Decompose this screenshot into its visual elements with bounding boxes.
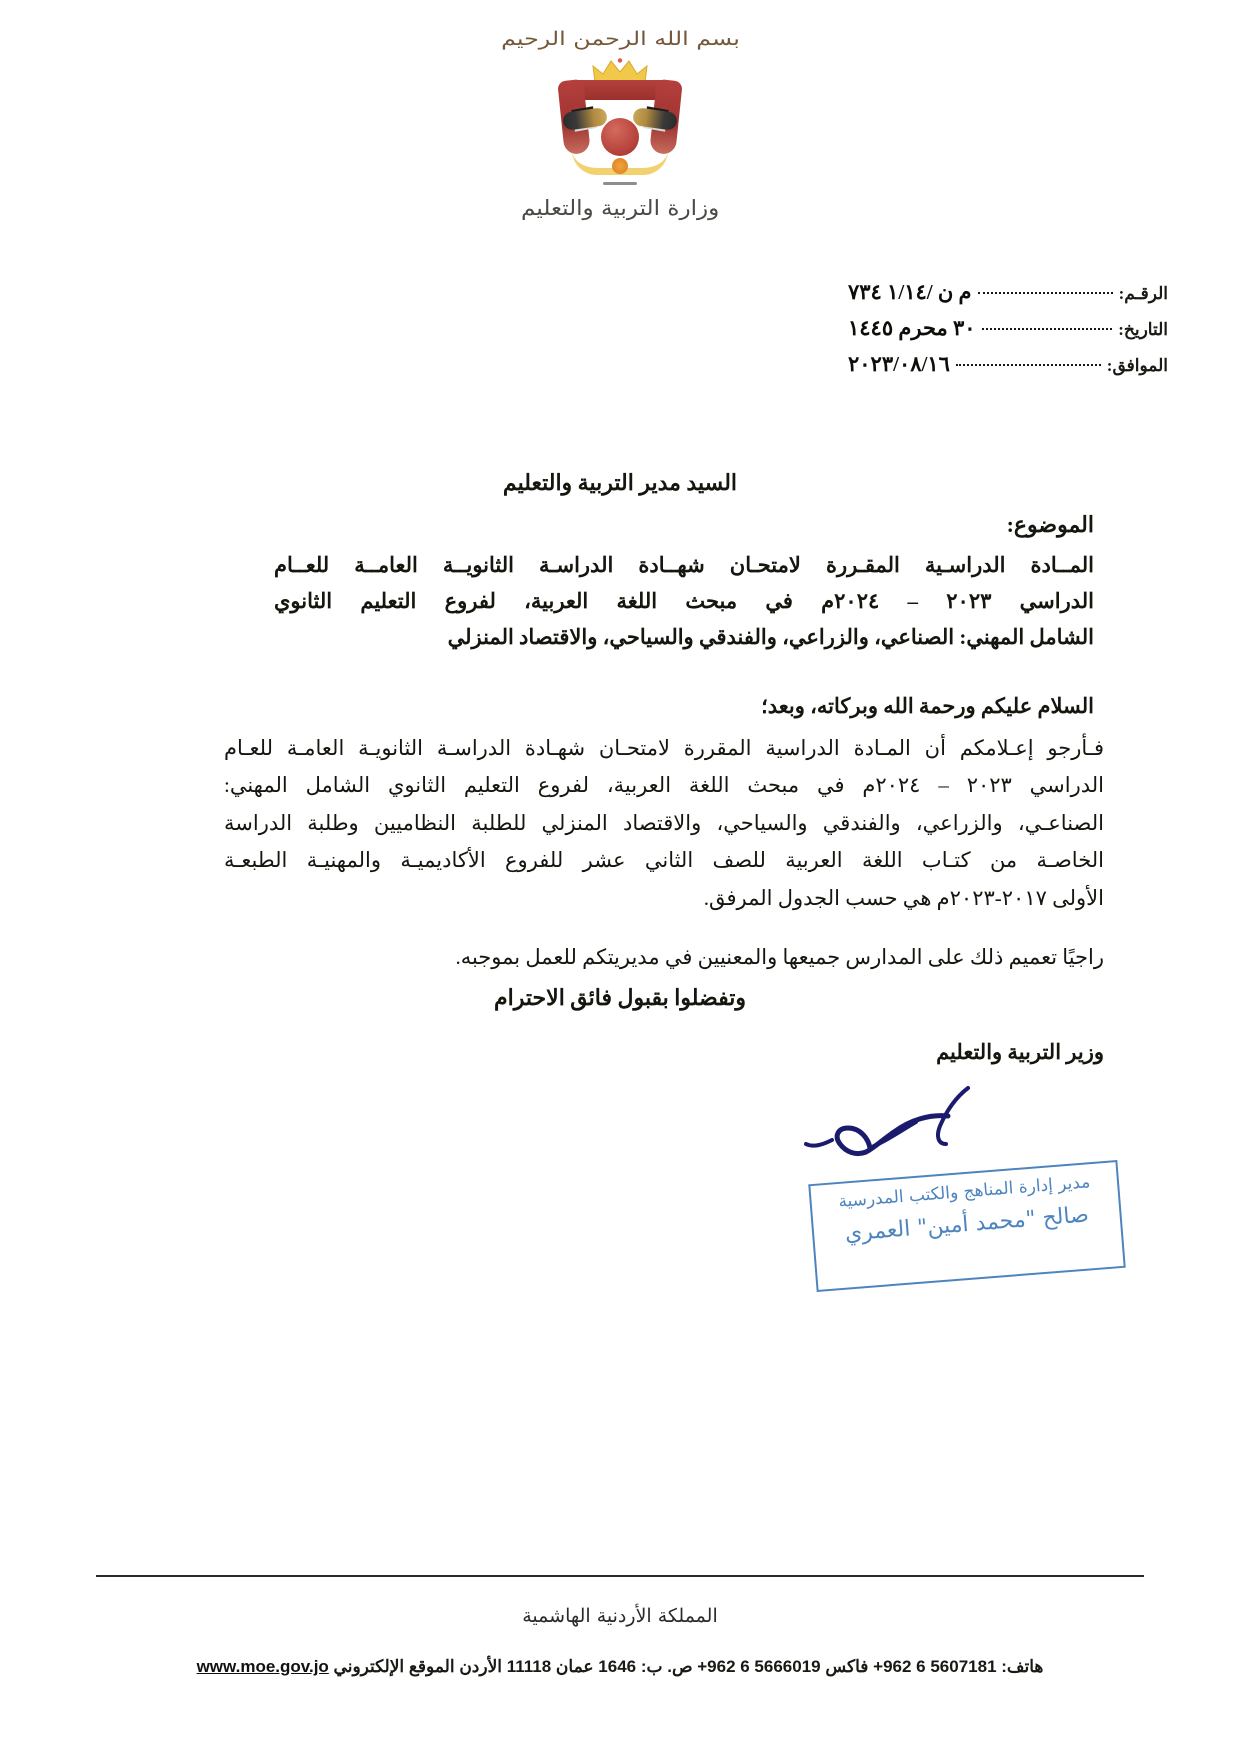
body-paragraph [224, 730, 1104, 917]
emblem-star-icon [612, 158, 628, 174]
gregorian-date-label: الموافق: [1106, 356, 1168, 375]
dotted-leader [978, 291, 1113, 294]
dotted-leader [956, 363, 1101, 366]
body-line: الصناعـي، والزراعي، والفندقي والسياحي، والاقتصاد المنزلي للطلبة النظاميين وطلبة الدراسة [224, 810, 1104, 835]
dotted-leader [982, 327, 1113, 330]
body-line: الأولى ٢٠١٧-٢٠٢٣م هي حسب الجدول المرفق. [703, 885, 1104, 910]
footer-phone-value: +962 6 5607181 [873, 1657, 997, 1676]
request-line: راجيًا تعميم ذلك على المدارس جميعها والمعنيين في مديريتكم للعمل بموجبه. [455, 945, 1104, 969]
stamp-line-2: صالح "محمد أمين" العمري [843, 1202, 1090, 1247]
footer-contact [0, 1657, 1240, 1677]
jordan-royal-emblem-icon [545, 58, 695, 188]
body-line: الخاصـة من كتـاب اللغة العربية للصف الثاني عشر للفروع الأكاديميـة والمهنيـة الطبعـة [224, 848, 1104, 873]
subject-line: الدراسي ٢٠٢٣ – ٢٠٢٤م في مبحث اللغة العربية، لفروع التعليم الثانوي [274, 589, 1094, 614]
hijri-date-row [848, 316, 1168, 341]
body-line: فـأرجو إعـلامكم أن المـادة الدراسية المقررة لامتحـان شهـادة الدراسـة الثانويـة العامـة للعـام [224, 736, 1104, 760]
footer-website-link[interactable]: www.moe.gov.jo [196, 1657, 329, 1676]
hijri-date-label: التاريخ: [1118, 320, 1168, 339]
basmala-text: بسم الله الرحمن الرحيم [500, 28, 740, 50]
footer-fax-label: فاكس [825, 1657, 869, 1676]
reference-block [848, 280, 1168, 388]
footer-website-label: الموقع الإلكتروني [333, 1657, 455, 1676]
reference-number-value: م ن /١/١٤ ٧٣٤ [848, 280, 972, 304]
subject-line: المــادة الدراسـية المقـررة لامتحـان شهــادة الدراسـة الثانويــة العامــة للعــام [274, 553, 1094, 577]
footer-fax-value: +962 6 5666019 [697, 1657, 821, 1676]
subject-block [274, 512, 1094, 655]
hijri-date-value: ٣٠ محرم ١٤٤٥ [848, 316, 976, 340]
reference-number-label: الرقـم: [1118, 284, 1168, 303]
greeting-line: السلام عليكم ورحمة الله وبركاته، وبعد؛ [761, 694, 1094, 718]
gregorian-date-value: ٢٠٢٣/٠٨/١٦ [848, 352, 950, 376]
ministry-name: وزارة التربية والتعليم [520, 196, 720, 220]
footer-address: ص. ب: 1646 عمان 11118 الأردن [459, 1657, 693, 1676]
approval-stamp [808, 1160, 1126, 1292]
addressee-line: السيد مدير التربية والتعليم [502, 470, 738, 495]
subject-line: الشامل المهني: الصناعي، والزراعي، والفندقي والسياحي، والاقتصاد المنزلي [447, 625, 1094, 650]
subject-label: الموضوع: [1006, 512, 1094, 537]
letterhead [0, 28, 1240, 220]
emblem-base [603, 182, 637, 185]
gregorian-date-row [848, 352, 1168, 377]
footer-phone-label: هاتف: [1001, 1657, 1044, 1676]
handwritten-signature [770, 1082, 1000, 1172]
stamp-line-1: مدير إدارة المناهج والكتب المدرسية [837, 1172, 1091, 1212]
reference-number-row [848, 280, 1168, 305]
body-line: الدراسي ٢٠٢٣ – ٢٠٢٤م في مبحث اللغة العربية، لفروع التعليم الثانوي الشامل المهني: [224, 773, 1104, 798]
footer-divider [96, 1575, 1144, 1577]
footer-kingdom: المملكة الأردنية الهاشمية [522, 1605, 718, 1627]
signer-title: وزير التربية والتعليم [936, 1040, 1104, 1064]
regards-line: وتفضلوا بقبول فائق الاحترام [494, 985, 746, 1010]
